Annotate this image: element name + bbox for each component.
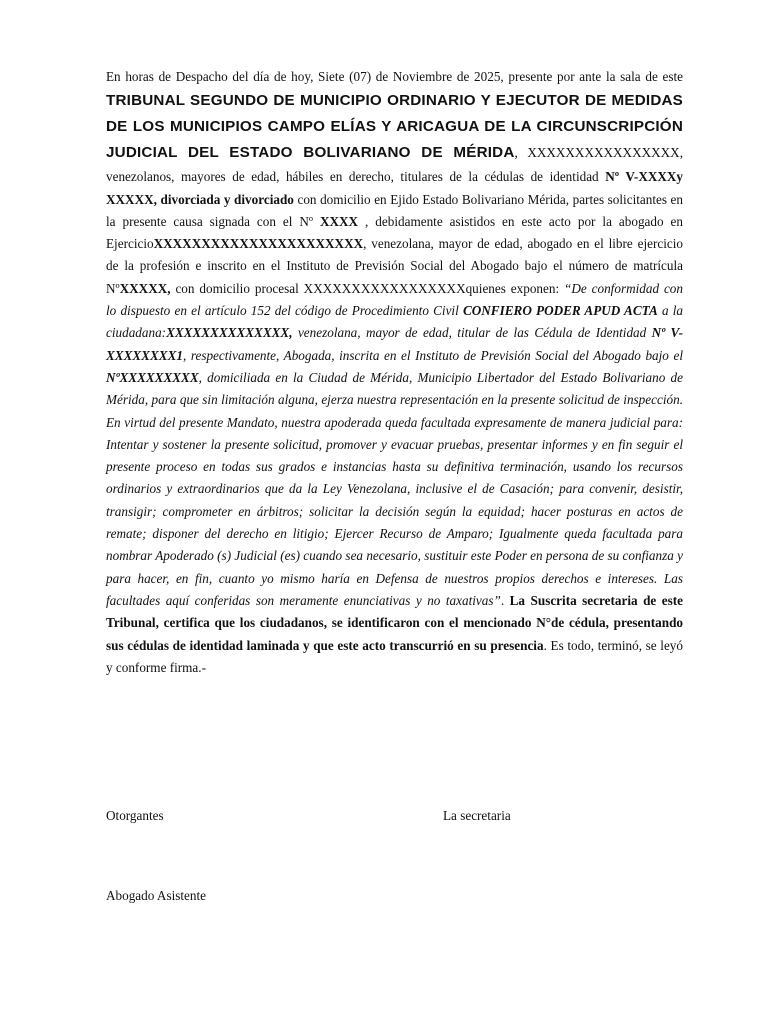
certification-text: La Suscrita secretaria de este Tribunal, certifica que los ciudadanos, se identificaron con el mencionado N°de cédula, presentando sus cédulas de identidad laminada y que este acto transcurrió en su presencia [106,592,683,653]
act-text: , venezolana, mayor de edad, abogado en el libre ejercicio de la profesión e inscrito en el Instituto de Previsión Social del Abogado bajo el número de matrícula Nº [106,236,683,296]
declaration-text: venezolana, mayor de edad, titular de las Cédula de Identidad [292,325,652,341]
act-text: , debidamente asistidos en este acto por la abogado en Ejercicio [106,213,683,252]
attorney-registration: NºXXXXXXXXX [106,369,199,385]
signature-abogado: Abogado Asistente [106,888,206,903]
closing-text: . Es todo, terminó, se leyó y conforme firma.- [106,637,683,675]
act-text: con domicilio en Ejido Estado Bolivariano Mérida, partes solicitantes en la presente causa signada con el Nº [106,191,684,229]
act-paragraph [106,66,683,679]
court-name: TRIBUNAL SEGUNDO DE MUNICIPIO ORDINARIO Y EJECUTOR DE MEDIDAS DE LOS MUNICIPIOS CAMPO ELÍAS Y ARICAGUA DE LA CIRCUNSCRIPCIÓN JUDICIAL DEL ESTADO BOLIVARIANO DE MÉRIDA [106,92,683,162]
grantor-names: XXXXXXXXXXXXXXXX, [527,145,683,161]
case-number: XXXX [319,213,359,229]
declaration-text: “De conformidad con lo dispuesto en el artículo 152 del código de Procedimiento Civil [106,280,683,319]
act-text: . [500,592,510,608]
declaration-text: , respectivamente, Abogada, inscrita en el Instituto de Previsión Social del Abogado bajo el [182,347,683,363]
act-text: con domicilio procesal XXXXXXXXXXXXXXXXXquienes exponen: [170,280,565,296]
act-text: , [514,145,528,161]
power-title: CONFIERO PODER APUD ACTA [462,303,658,319]
signature-secretaria: La secretaria [443,808,511,823]
act-intro-text: En horas de Despacho del día de hoy, Siete (07) de Noviembre de 2025, presente por ante la sala de este [106,69,683,84]
attorney-id: Nº V-XXXXXXXX1 [106,325,684,363]
declaration-text: , domiciliada en la Ciudad de Mérida, Municipio Libertador del Estado Bolivariano de Mérida, para que sin limitación alguna, ejerza nuestra representación en la presente solicitud de inspección. En virtud del presente Mandato, nuestra apoderada queda facultada expresamente de manera judicial para: Intentar y sostener la presente solicitud, promover y evacuar pruebas, presentar informes y en fin seguir el presente proceso en todas sus grados e instancias hasta su definitiva terminación, usando los recursos ordinarios y extraordinarios que da la Ley Venezolana, inclusive el de Casación; para convenir, desistir, transigir; comprometer en árbitros; solicitar la decisión según la equidad; hacer posturas en actos de remate; disponer del derecho en litigio; Ejercer Recurso de Amparo; Igualmente queda facultada para nombrar Apoderado (s) Judicial (es) cuando sea necesario, sustituir este Poder en persona de su confianza y para hacer, en fin, cuanto yo mismo haría en Defensa de nuestros propios derechos e intereses. Las facultades aquí conferidas son meramente enunciativas y no taxativas” [106,369,683,608]
attorney-name: XXXXXXXXXXXXXX, [166,325,293,341]
act-text: venezolanos, mayores de edad, hábiles en derecho, titulares de la cédulas de identidad [106,169,606,185]
signature-otorgantes: Otorgantes [106,808,164,823]
registration-number: XXXXX, [119,280,171,296]
grantor-ids: Nº V-XXXXy XXXXX, divorciada y divorciado [106,169,684,207]
declaration-text: a la ciudadana: [106,303,683,341]
lawyer-name: XXXXXXXXXXXXXXXXXXXXXX [153,236,364,252]
document-body [106,66,683,679]
